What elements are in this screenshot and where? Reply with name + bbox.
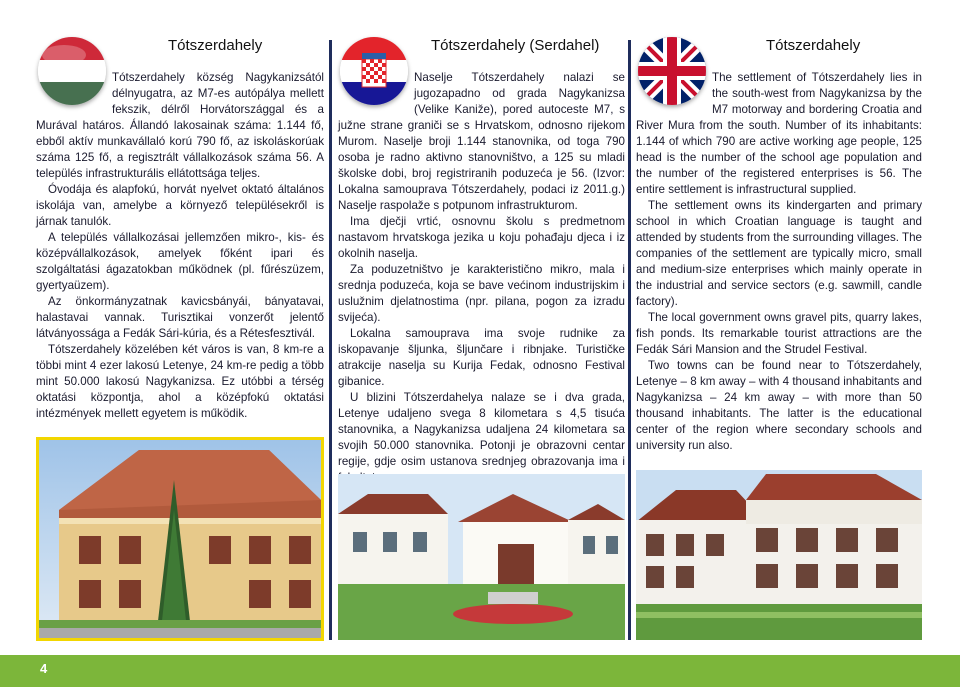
croatia-flag-icon <box>340 37 408 105</box>
building-photo-mansion <box>36 437 324 641</box>
paragraph: U blizini Tótszerdahelya nalaze se i dva grada, Letenye udaljeno svega 8 kilometara s 4,5 tisuća stanovnika, a Nagykanizsa udaljena 24 kilometara sa svojih 50.000 stanovnika. Potonji je obrazovni centar regije, gdje osim ustanova srednjeg obrazovanja ima i <box>338 391 625 468</box>
building-photo-school <box>338 474 625 640</box>
paragraph: Naselje Tótszerdahely nalazi se jugozapadno od grada Nagykanizsa (Velike Kaniže), pored autoceste M7, s južne strane graniči se s Hrvatskom, odnosno rijekom Murom. Naselje broji 1.144 stanovnika, od toga 790 osoba je radno aktivno stanovništvo, a 125 su mladi školske dobi, broj registriranih poduzeća je 56. (Izvor: Lokalna samouprava Tótszerdahely, podaci iz 2011.g.) Naselje raspolaže s potpunom infrastrukturom. <box>338 71 625 212</box>
column-title-hungarian: Tótszerdahely <box>168 37 263 54</box>
building-photo-kindergarten <box>636 470 922 640</box>
column-text-hungarian <box>36 70 324 422</box>
hungary-flag-icon <box>38 37 106 105</box>
paragraph: Tótszerdahely közelében két város is van, 8 km-re a többi mint 4 ezer lakosú Letenye, 24 km-re pedig a több mint 50.000 lakosú Nagykanizsa. Ez utóbbi a térség oktatási központja, ahol a középfokú oktatási intézmények mellett egyetem is működik. <box>36 343 324 420</box>
paragraph: Za poduzetništvo je karakteristično mikro, mala i srednja poduzeća, koja se bave većinom industrijskim i uslužnim djelatnostima (npr. pilana, pogon za izradu svijeća). <box>338 263 625 324</box>
paragraph: The settlement owns its kindergarten and primary school in which Croatian language is taught and attended by students from the surrounding villages. The companies of the settlement are typically micro, small and medium-size enterprises which mainly operate in the industrial and service sectors (e.g. sawmill, candle factory). <box>636 199 922 308</box>
column-title-english: Tótszerdahely <box>766 37 861 54</box>
paragraph: Az önkormányzatnak kavicsbányái, bányatavai, halastavai vannak. Turisztikai vonzerőt jelentő látványossága a Fedák Sári-kúria, és a Rétesfesztivál. <box>36 295 324 340</box>
paragraph: A település vállalkozásai jellemzően mikro-, kis- és középvállalkozások, amelyek főként ipari és szolgáltatási ágazatokban működnek (pl. fűrészüzem, gyertyaüzem). <box>36 231 324 292</box>
column-text-english <box>636 70 922 454</box>
footer-bar <box>0 655 960 687</box>
paragraph: Two towns can be found near to Tótszerdahely, Letenye – 8 km away – with 4 thousand inhabitants and Nagykanizsa – 24 km away – with more than 50 thousand inhabitants. The latter is the educational center of the region where secondary schools and university run also. <box>636 359 922 452</box>
paragraph: Óvodája és alapfokú, horvát nyelvet oktató általános iskolája van, amelybe a környező településekről is járnak tanulók. <box>36 183 324 228</box>
column-title-croatian: Tótszerdahely (Serdahel) <box>431 37 600 54</box>
paragraph: Lokalna samouprava ima svoje rudnike za iskopavanje šljunka, šljunčare i ribnjake. Turističke atrakcije naselja su Kurija Fedak, odnosno Festival gibanice. <box>338 327 625 388</box>
column-text-croatian <box>338 70 625 486</box>
paragraph: Tótszerdahely község Nagykanizsától délnyugatra, az M7-es autópálya mellett fekszik, délről Horvátországgal és a Murával határos. Állandó lakosainak száma: 1.144 fő, ebből aktív munkavállaló korú 790 fő, az iskoláskorúak száma 125 fő, a regisztrált vállalkozások száma 56. A település infrastrukturális ellátottsága teljes. <box>36 71 324 180</box>
uk-flag-icon <box>638 37 706 105</box>
paragraph: Ima dječji vrtić, osnovnu školu s predmetnom nastavom hrvatskoga jezika u koju pohađaju djeca i iz okolnih naselja. <box>338 215 625 260</box>
page-number: 4 <box>40 661 48 676</box>
column-divider <box>628 40 631 640</box>
column-divider <box>329 40 332 640</box>
paragraph: The settlement of Tótszerdahely lies in the south-west from Nagykanizsa by the M7 motorway and bordering Croatia and River Mura from the south. Number of its inhabitants: 1.144 of which 790 are active working age people, 125 head is the number of the school age population and the number of the registered enterprises is 56. The entire settlement is infrastructural supplied. <box>636 71 922 196</box>
paragraph: The local government owns gravel pits, quarry lakes, fish ponds. Its remarkable tourist attractions are the Fedák Sári Mansion and the Strudel Festival. <box>636 311 922 356</box>
